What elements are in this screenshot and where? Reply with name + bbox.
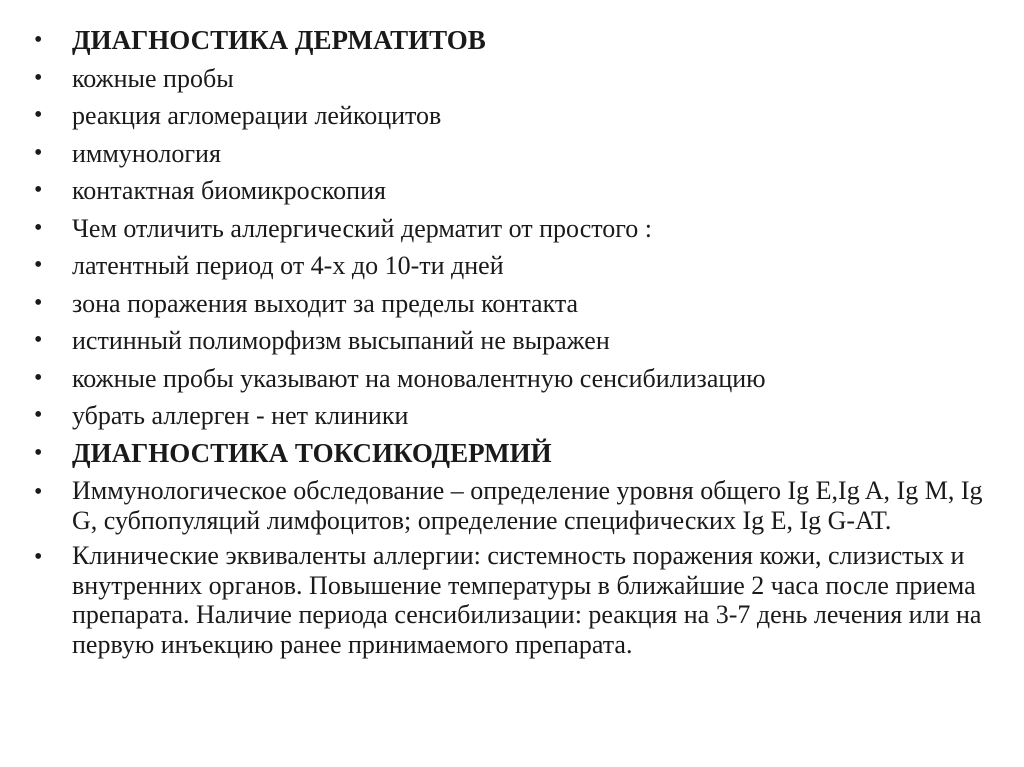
list-item-heading-dermatitis <box>34 22 994 60</box>
list-item-clinical-equivalents <box>34 541 994 659</box>
list-item <box>34 210 994 248</box>
bullet-icon: • <box>34 252 43 278</box>
list-item <box>34 322 994 360</box>
list-item <box>34 135 994 173</box>
list-item-text: истинный полиморфизм высыпаний не выражен <box>72 326 610 355</box>
bullet-icon: • <box>34 177 43 203</box>
list-item-text: кожные пробы указывают на моновалентную сенсибилизацию <box>72 363 766 393</box>
list-item-heading-toxicoderma <box>34 435 994 473</box>
list-item <box>34 397 994 435</box>
bullet-icon: • <box>34 402 43 428</box>
bullet-icon: • <box>34 439 43 466</box>
list-item-text: Клинические эквиваленты аллергии: системность поражения кожи, слизистых и внутренних органов. Повышение температуры в ближайшие 2 часа после приема препарата. Наличие периода сенсибилизации: реакция на 3-7 день лечения или на первую инъекцию ранее принимаемого препарата. <box>72 541 982 659</box>
list-item <box>34 247 994 285</box>
bullet-icon: • <box>34 544 43 570</box>
bullet-icon: • <box>34 64 43 91</box>
list-item-text: латентный период от 4-х до 10-ти дней <box>72 251 504 280</box>
list-item-immunology-exam <box>34 476 994 535</box>
list-item-text: зона поражения выходит за пределы контакта <box>72 288 579 318</box>
bullet-icon: • <box>34 327 43 353</box>
bullet-icon: • <box>34 214 43 241</box>
bullet-icon: • <box>34 102 43 128</box>
list-item <box>34 285 994 323</box>
heading-dermatitis: ДИАГНОСТИКА ДЕРМАТИТОВ <box>72 25 486 55</box>
heading-toxicoderma: ДИАГНОСТИКА ТОКСИКОДЕРМИЙ <box>72 437 552 468</box>
bullet-icon: • <box>34 289 43 316</box>
bullet-icon: • <box>34 479 43 505</box>
list-item-text: убрать аллерген - нет клиники <box>72 401 409 430</box>
bullet-icon: • <box>34 364 43 391</box>
bullet-icon: • <box>34 27 43 53</box>
bullet-icon: • <box>34 139 43 166</box>
list-item-text: реакция агломерации лейкоцитов <box>72 101 442 130</box>
list-item-text: контактная биомикроскопия <box>72 176 386 205</box>
bullet-list <box>34 22 994 665</box>
list-item-text: кожные пробы <box>72 63 234 93</box>
list-item-text: иммунология <box>72 138 221 168</box>
list-item-text: Иммунологическое обследование – определение уровня общего Ig E,Ig A, Ig M, Ig G, субпопуляций лимфоцитов; определение специфических Ig E, Ig G-AT. <box>72 476 983 535</box>
list-item <box>34 360 994 398</box>
list-item <box>34 60 994 98</box>
list-item-text: Чем отличить аллергический дерматит от простого : <box>72 213 652 243</box>
list-item <box>34 172 994 210</box>
list-item <box>34 97 994 135</box>
